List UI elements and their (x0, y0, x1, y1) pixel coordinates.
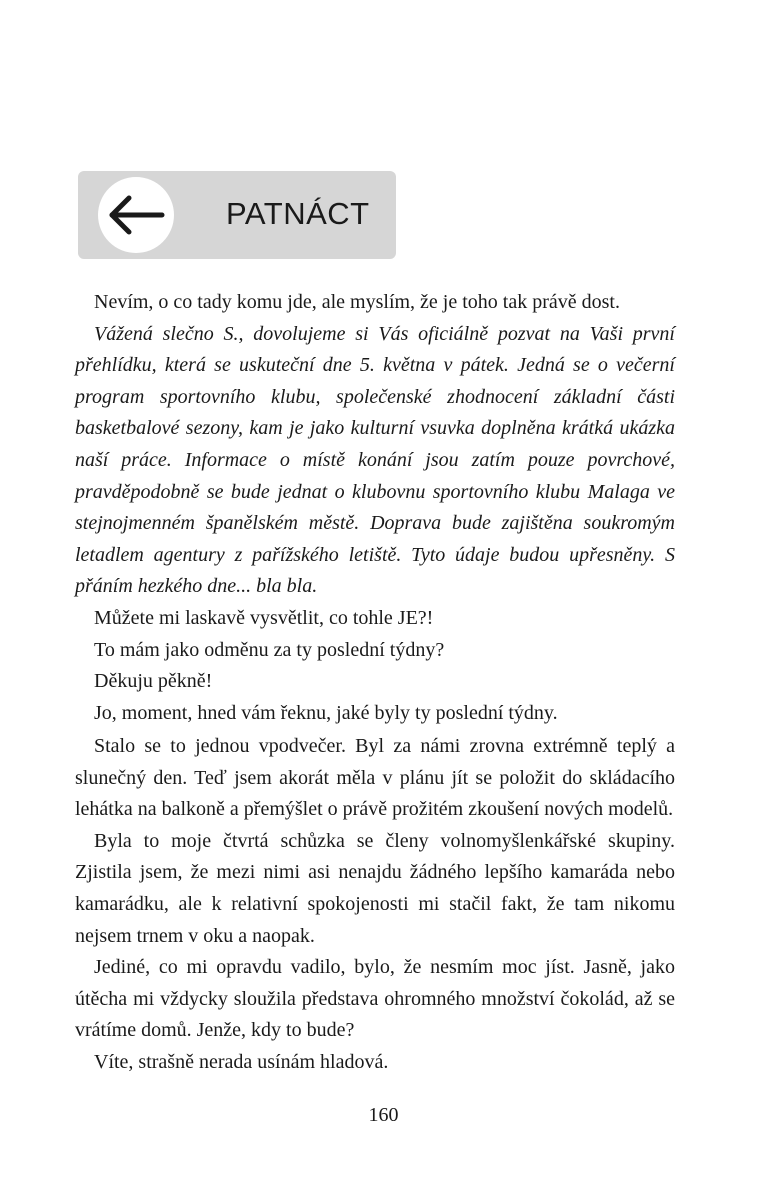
arrow-left-icon (98, 177, 174, 253)
paragraph: Jediné, co mi opravdu vadilo, bylo, že nesmím moc jíst. Jasně, jako útěcha mi vždycky sloužila představa ohromného množství čokolád, až se vrátíme domů. Jenže, kdy to bude? (75, 956, 675, 1042)
paragraph: Stalo se to jednou vpodvečer. Byl za námi zrovna extrémně teplý a slunečný den. Teď jsem akorát měla v plánu jít se položit do skládacího lehátka na balkoně a přemýšlet o právě prožitém zkoušení nových modelů. (75, 735, 675, 821)
paragraph: Nevím, o co tady komu jde, ale myslím, že je toho tak právě dost. (94, 291, 620, 313)
paragraph: Jo, moment, hned vám řeknu, jaké byly ty poslední týdny. (94, 701, 558, 724)
paragraph: Děkuju pěkně! (94, 670, 213, 693)
page-number: 160 (368, 1104, 399, 1126)
paragraph: To mám jako odměnu za ty poslední týdny? (94, 638, 445, 661)
chapter-title: PATNÁCT (226, 196, 370, 231)
paragraph: Víte, strašně nerada usínám hladová. (94, 1050, 389, 1073)
chapter-header (78, 171, 396, 259)
section-one (75, 287, 675, 729)
paragraph: Můžete mi laskavě vysvětlit, co tohle JE?! (94, 606, 434, 629)
paragraph: Byla to moje čtvrtá schůzka se členy volnomyšlenkářské skupiny. Zjistila jsem, že mezi nimi asi nenajdu žádného lepšího kamaráda nebo kamarádku, ale k relativní spokojenosti mi stačil fakt, že tam nikomu nejsem trnem v oku a naopak. (75, 829, 675, 947)
section-two (75, 731, 675, 1079)
letter-paragraph: Vážená slečno S., dovolujeme si Vás oficiálně pozvat na Vaši první přehlídku, která se uskuteční dne 5. května v pátek. Jedná se o večerní program sportovního klubu, společenské zhodnocení základní části basketbalové sezony, kam je jako kulturní vsuvka doplněna krátká ukázka naší práce. Informace o místě konání jsou zatím pouze povrchové, pravděpodobně se bude jednat o klubovnu sportovního klubu Malaga ve stejnojmenném španělském městě. Doprava bude zajištěna soukromým letadlem agentury z pařížského letiště. Tyto údaje budou upřesněny. S přáním hezkého dne... bla bla. (75, 322, 675, 598)
